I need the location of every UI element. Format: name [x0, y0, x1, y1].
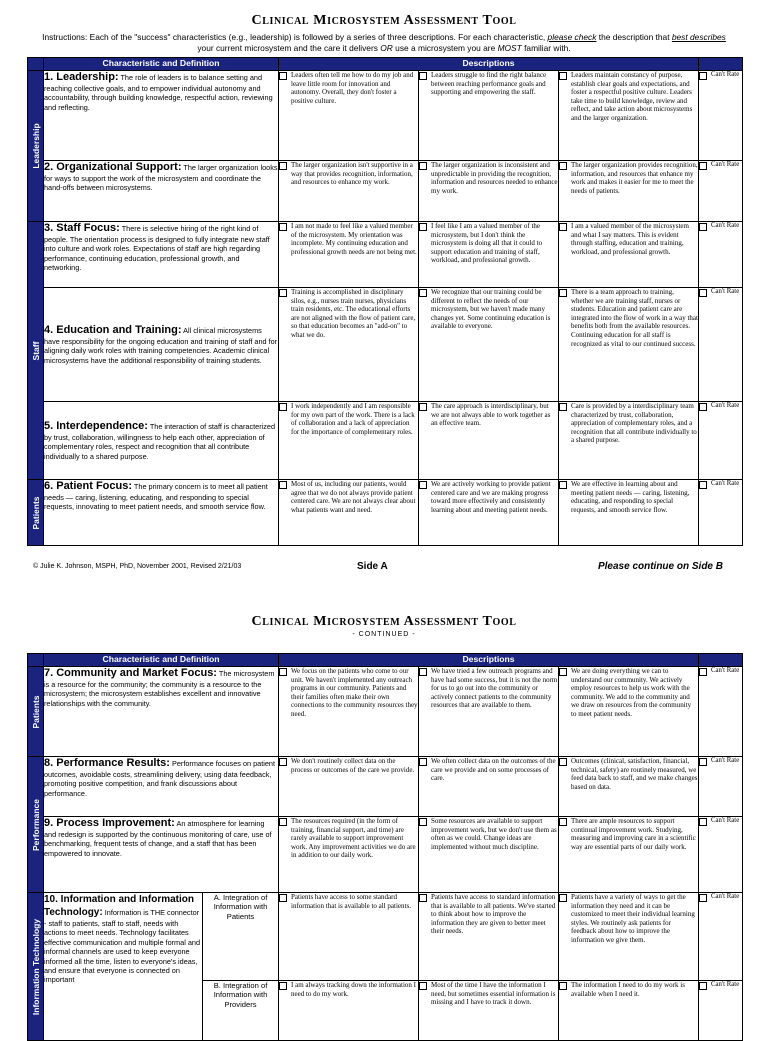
checkbox[interactable]	[559, 72, 567, 80]
group-label-staff: Staff	[28, 222, 44, 480]
cant-rate-option[interactable]: Can't Rate	[699, 893, 743, 981]
checkbox[interactable]	[699, 162, 707, 170]
checkbox[interactable]	[699, 223, 707, 231]
instructions: Instructions: Each of the "success" characteristics (e.g., leadership) is followed by a series of three descriptions. For each characteristic, please check the description that best describes your current microsystem and the care it delivers OR use a microsystem you are MOST familiar with.	[42, 32, 726, 53]
checkbox[interactable]	[699, 72, 707, 80]
checkbox[interactable]	[419, 818, 427, 826]
description-option[interactable]: We are doing everything we can to understand our community. We actively employ resources to help us work with the community. We add to the community and we draw on resources from the community to meet patient needs.	[559, 667, 699, 757]
description-option[interactable]: Leaders maintain constancy of purpose, establish clear goals and expectations, and foster a respectful positive culture. Leaders take time to build knowledge, review and reflect, and take action about microsystems and the larger organization.	[559, 71, 699, 161]
checkbox[interactable]	[699, 758, 707, 766]
cant-rate-option[interactable]: Can't Rate	[699, 667, 743, 757]
group-label-patients: Patients	[28, 667, 44, 757]
column-header-descriptions: Descriptions	[279, 654, 699, 667]
checkbox[interactable]	[699, 894, 707, 902]
checkbox[interactable]	[699, 668, 707, 676]
description-option[interactable]: Outcomes (clinical, satisfaction, financial, technical, safety) are routinely measured, we feed data back to staff, and we make changes based on data.	[559, 757, 699, 817]
group-label-information-technology: Information Technology	[28, 893, 44, 1041]
cant-rate-option[interactable]: Can't Rate	[699, 402, 743, 480]
checkbox[interactable]	[419, 481, 427, 489]
table-row	[28, 288, 743, 402]
description-option[interactable]: I am a valued member of the microsystem and what I say matters. This is evident through staffing, education and training, workload, and professional growth.	[559, 222, 699, 288]
checkbox[interactable]	[419, 982, 427, 990]
table-row	[28, 817, 743, 893]
description-option[interactable]: I am always tracking down the information I need to do my work.	[279, 981, 419, 1041]
checkbox[interactable]	[559, 894, 567, 902]
table-row	[28, 161, 743, 222]
page-title: Clinical Microsystem Assessment Tool	[251, 614, 517, 629]
description-option[interactable]: Training is accomplished in disciplinary silos, e.g., nurses train nurses, physicians train residents, etc. The educational efforts are not aligned with the flow of patient care, so that education becomes an "add-on" to what we do.	[279, 288, 419, 402]
checkbox[interactable]	[559, 289, 567, 297]
copyright: © Julie K. Johnson, MSPH, PhD, November 2001, Revised 2/21/03	[33, 563, 242, 570]
description-option[interactable]: Leaders struggle to find the right balance between reaching performance goals and supporting and empowering the staff.	[419, 71, 559, 161]
description-option[interactable]: We are effective in learning about and meeting patient needs — caring, listening, educating, and responding to special requests, and smooth service flow.	[559, 480, 699, 546]
group-label-performance: Performance	[28, 757, 44, 893]
checkbox[interactable]	[279, 72, 287, 80]
characteristic-staff-focus: 3. Staff Focus: There is selective hiring of the right kind of people. The orientation process is designed to fully integrate new staff into culture and work roles. Expectations of staff are high regarding performance, continuing education, professional growth, and networking.	[44, 222, 279, 288]
description-option[interactable]: Patients have a variety of ways to get the information they need and it can be customized to meet their individual learning styles. We routinely ask patients for feedback about how to improve the information we give them.	[559, 893, 699, 981]
description-option[interactable]: Most of the time I have the information I need, but sometimes essential information is missing and I have to track it down.	[419, 981, 559, 1041]
checkbox[interactable]	[419, 289, 427, 297]
characteristic-information-technology: 10. Information and Information Technology: Information is THE connector - staff to patients, staff to staff, needs with actions to meet needs. Technology facilitates effective communication and multiple formal and informal channels are used to keep everyone informed all the time, listen to everyone's ideas, and ensure that everyone is connected on important	[44, 893, 203, 1041]
description-option[interactable]: I feel like I am a valued member of the microsystem, but I don't think the microsystem is doing all that it could to support education and training of staff, workload, and professional growth.	[419, 222, 559, 288]
description-option[interactable]: The information I need to do my work is available when I need it.	[559, 981, 699, 1041]
continue-note: Please continue on Side B	[597, 561, 723, 572]
table-row	[28, 893, 743, 981]
cant-rate-option[interactable]: Can't Rate	[699, 161, 743, 222]
checkbox[interactable]	[279, 758, 287, 766]
cant-rate-option[interactable]: Can't Rate	[699, 222, 743, 288]
checkbox[interactable]	[419, 758, 427, 766]
table-row	[28, 757, 743, 817]
checkbox[interactable]	[419, 72, 427, 80]
description-option[interactable]: Most of us, including our patients, would agree that we do not always provide patient centered care. We are not always clear about what patients want and need.	[279, 480, 419, 546]
cant-rate-option[interactable]: Can't Rate	[699, 71, 743, 161]
checkbox[interactable]	[419, 162, 427, 170]
page-title: Clinical Microsystem Assessment Tool	[251, 13, 517, 28]
description-option[interactable]: We have tried a few outreach programs and have had some success, but it is not the norm for us to go out into the community or actively connect patients to the community resources that are available to them.	[419, 667, 559, 757]
description-option[interactable]: There are ample resources to support continual improvement work. Studying, measuring and improving care in a scientific way are essential parts of our daily work.	[559, 817, 699, 893]
description-option[interactable]: The resources required (in the form of training, financial support, and time) are rarely available to support improvement work. Any improvement activities we do are in addition to our daily work.	[279, 817, 419, 893]
checkbox[interactable]	[419, 403, 427, 411]
description-option[interactable]: We are actively working to provide patient centered care and we are making progress toward more effectively and consistently learning about and meeting patient needs.	[419, 480, 559, 546]
sub-characteristic-providers: B. Integration of Information with Providers	[203, 981, 279, 1041]
description-option[interactable]: The care approach is interdisciplinary, but we are not always able to work together as an effective team.	[419, 402, 559, 480]
description-option[interactable]: We often collect data on the outcomes of the care we provide and on some processes of care.	[419, 757, 559, 817]
characteristic-leadership: 1. Leadership: The role of leaders is to balance setting and reaching collective goals, and to empower individual autonomy and accountability, through building knowledge, respectful action, reviewing and reflecting.	[44, 71, 279, 161]
characteristic-education-training: 4. Education and Training: All clinical microsystems have responsibility for the ongoing education and training of staff and for aligning daily work roles with training competencies. Academic clinical microsystems have the additional responsibility of training students.	[44, 288, 279, 402]
checkbox[interactable]	[559, 668, 567, 676]
checkbox[interactable]	[699, 818, 707, 826]
page-subtitle: - CONTINUED -	[352, 631, 416, 638]
table-row	[28, 71, 743, 161]
checkbox[interactable]	[559, 982, 567, 990]
checkbox[interactable]	[279, 403, 287, 411]
column-header-descriptions: Descriptions	[279, 58, 699, 71]
checkbox[interactable]	[559, 481, 567, 489]
checkbox[interactable]	[419, 223, 427, 231]
checkbox[interactable]	[699, 982, 707, 990]
cant-rate-option[interactable]: Can't Rate	[699, 480, 743, 546]
description-option[interactable]: I work independently and I am responsible for my own part of the work. There is a lack of collaboration and a lack of appreciation for the importance of complementary roles.	[279, 402, 419, 480]
checkbox[interactable]	[699, 481, 707, 489]
checkbox[interactable]	[559, 818, 567, 826]
description-option[interactable]: The larger organization isn't supportive in a way that provides recognition, information, and resources to enhance my work.	[279, 161, 419, 222]
checkbox[interactable]	[559, 403, 567, 411]
description-option[interactable]: Patients have access to some standard information that is available to all patients.	[279, 893, 419, 981]
assessment-table-side-b	[27, 653, 743, 1041]
assessment-table-side-a	[27, 57, 743, 546]
table-row	[28, 222, 743, 288]
checkbox[interactable]	[699, 289, 707, 297]
checkbox[interactable]	[279, 982, 287, 990]
description-option[interactable]: Patients have access to standard information that is available to all patients. We've started to think about how to improve the information they are given to better meet their needs.	[419, 893, 559, 981]
characteristic-performance-results: 8. Performance Results: Performance focuses on patient outcomes, avoidable costs, streamlining delivery, using data feedback, promoting positive competition, and frank discussions about performance.	[44, 757, 279, 817]
characteristic-community-market: 7. Community and Market Focus: The microsystem is a resource for the community; the community is a resource to the microsystem; the microsystem establishes excellent and innovative relationships with the community.	[44, 667, 279, 757]
checkbox[interactable]	[279, 162, 287, 170]
checkbox[interactable]	[699, 403, 707, 411]
cant-rate-option[interactable]: Can't Rate	[699, 981, 743, 1041]
checkbox[interactable]	[279, 818, 287, 826]
description-option[interactable]: I am not made to feel like a valued member of the microsystem. My orientation was incomplete. My continuing education and professional growth needs are not being met.	[279, 222, 419, 288]
table-row	[28, 667, 743, 757]
checkbox[interactable]	[559, 223, 567, 231]
checkbox[interactable]	[419, 894, 427, 902]
description-option[interactable]: We don't routinely collect data on the process or outcomes of the care we provide.	[279, 757, 419, 817]
side-b	[0, 614, 768, 638]
checkbox[interactable]	[279, 668, 287, 676]
checkbox[interactable]	[559, 758, 567, 766]
column-header-characteristic: Characteristic and Definition	[44, 654, 279, 667]
description-option[interactable]: Care is provided by a interdisciplinary team characterized by trust, collaboration, appreciation of complementary roles, and a recognition that all contribute individually to a shared purpose.	[559, 402, 699, 480]
characteristic-patient-focus: 6. Patient Focus: The primary concern is to meet all patient needs — caring, listening, educating, and responding to special requests, innovating to meet patient needs, and smooth service flow.	[44, 480, 279, 546]
cant-rate-option[interactable]: Can't Rate	[699, 817, 743, 893]
side-label: Side A	[357, 561, 388, 572]
characteristic-process-improvement: 9. Process Improvement: An atmosphere for learning and redesign is supported by the continuous monitoring of care, use of benchmarking, frequent tests of change, and a staff that has been empowered to innovate.	[44, 817, 279, 893]
checkbox[interactable]	[279, 481, 287, 489]
cant-rate-option[interactable]: Can't Rate	[699, 757, 743, 817]
table-row	[28, 402, 743, 480]
side-a	[0, 13, 768, 54]
description-option[interactable]: Leaders often tell me how to do my job and leave little room for innovation and autonomy. Overall, they don't foster a positive culture.	[279, 71, 419, 161]
description-option[interactable]: There is a team approach to training, whether we are training staff, nurses or students. Education and patient care are integrated into the flow of work in a way that benefits both from the available resources. Continuing education for all staff is recognized as vital to our continued success.	[559, 288, 699, 402]
description-option[interactable]: We recognize that our training could be different to reflect the needs of our microsystem, but we haven't made many changes yet. Some continuing education is available to everyone.	[419, 288, 559, 402]
description-option[interactable]: We focus on the patients who come to our unit. We haven't implemented any outreach programs in our community. Patients and their families often make their own connections to the community resources they need.	[279, 667, 419, 757]
table-row	[28, 480, 743, 546]
description-option[interactable]: The larger organization provides recognition, information, and resources that enhance my work and makes it easier for me to meet the needs of patients.	[559, 161, 699, 222]
checkbox[interactable]	[559, 162, 567, 170]
sub-characteristic-patients: A. Integration of Information with Patients	[203, 893, 279, 981]
checkbox[interactable]	[279, 289, 287, 297]
column-header-characteristic: Characteristic and Definition	[44, 58, 279, 71]
group-label-leadership: Leadership	[28, 71, 44, 222]
checkbox[interactable]	[419, 668, 427, 676]
characteristic-interdependence: 5. Interdependence: The interaction of staff is characterized by trust, collaboration, willingness to help each other, appreciation of complementary roles, respect and recognition that all contribute individually to a shared purpose.	[44, 402, 279, 480]
checkbox[interactable]	[279, 223, 287, 231]
characteristic-organizational-support: 2. Organizational Support: The larger organization looks for ways to support the work of the microsystem and coordinate the hand-offs between microsystems.	[44, 161, 279, 222]
description-option[interactable]: Some resources are available to support improvement work, but we don't use them as often as we could. Change ideas are implemented without much discipline.	[419, 817, 559, 893]
group-label-patients: Patients	[28, 480, 44, 546]
cant-rate-option[interactable]: Can't Rate	[699, 288, 743, 402]
description-option[interactable]: The larger organization is inconsistent and unpredictable in providing the recognition, information and resources needed to enhance my work.	[419, 161, 559, 222]
checkbox[interactable]	[279, 894, 287, 902]
